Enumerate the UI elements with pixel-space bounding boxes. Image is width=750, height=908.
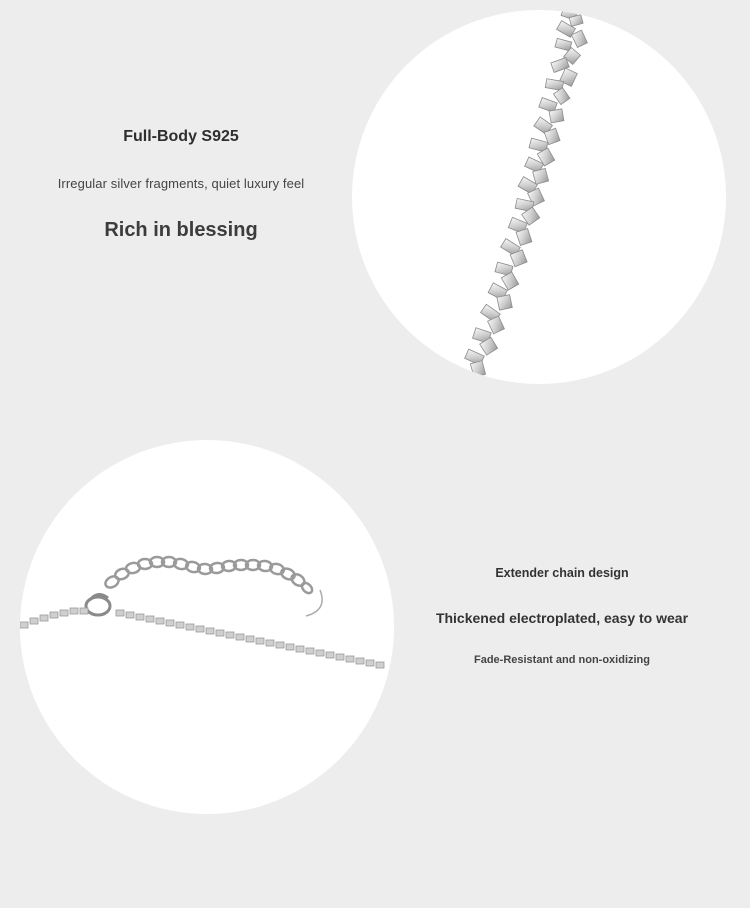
electroplated-line: Thickened electroplated, easy to wear xyxy=(435,610,689,626)
chain-closeup-image xyxy=(352,10,726,384)
silver-fragment-chain-icon xyxy=(352,10,726,384)
bottom-text-block xyxy=(412,566,712,666)
extender-chain-line: Extender chain design xyxy=(495,566,629,580)
extender-chain-image xyxy=(20,440,394,814)
bottom-feature-panel xyxy=(0,420,750,908)
top-text-block xyxy=(0,128,362,242)
material-heading: Full-Body S925 xyxy=(123,128,239,145)
fragments-description: Irregular silver fragments, quiet luxury feel xyxy=(57,176,305,191)
silver-chain-extender-icon xyxy=(20,440,394,814)
blessing-slogan: Rich in blessing xyxy=(104,219,258,241)
top-feature-panel xyxy=(0,0,750,420)
fade-resistant-line: Fade-Resistant and non-oxidizing xyxy=(473,654,650,666)
